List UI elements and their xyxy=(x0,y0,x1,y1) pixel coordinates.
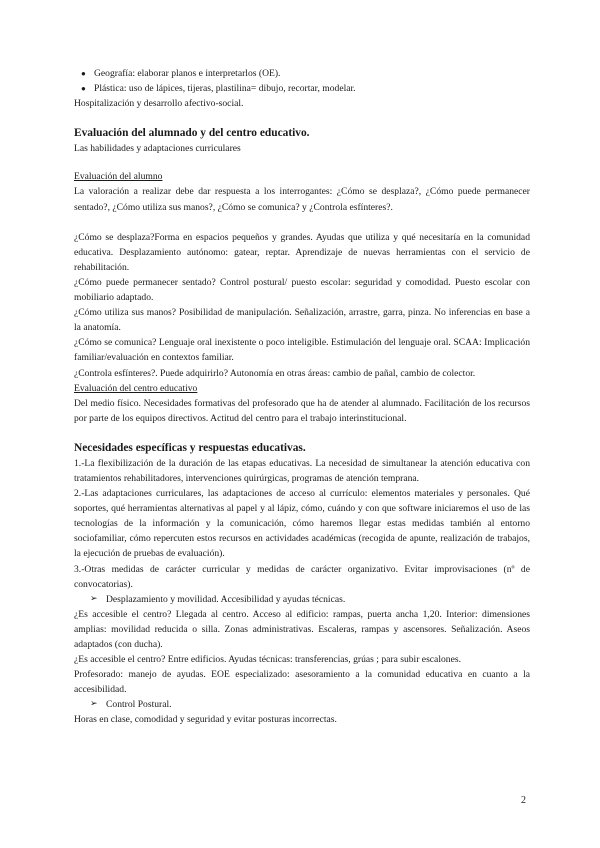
arrow-item-postural: ➢ Control Postural. xyxy=(74,697,530,712)
arrow-bullet-icon: ➢ xyxy=(90,699,98,710)
question-paragraph: ¿Cómo se desplaza?Forma en espacios pequeños y grandes. Ayudas que utiliza y qué necesitaría en la comunidad educativa. Desplazamiento autónomo: gatear, reptar. Aprendizaje de nuevas herramientas con el servicio de rehabilitación. xyxy=(74,231,530,273)
page-number: 2 xyxy=(521,795,526,806)
numbered-item: 3.-Otras medidas de carácter curricular y medidas de carácter organizativo. Evitar improvisaciones (nº de convocatorias). xyxy=(74,563,530,590)
student-evaluation-text: La valoración a realizar debe dar respuesta a los interrogantes: ¿Cómo se desplaza?, ¿Cómo puede permanecer sentado?, ¿Cómo utiliza sus manos?, ¿Cómo se comunica? y ¿Controla esfínteres?. xyxy=(74,186,530,213)
numbered-item: 2.-Las adaptaciones curriculares, las adaptaciones de acceso al currículo: elementos materiales y personales. Qué soportes, qué herramientas alternativas al papel y al lápiz, cómo, cuándo y con que software iniciaremos el uso de las tecnologías de la información y la comunicación, cómo haremos llegar estas medidas también al entorno sociofamiliar, cómo repercuten estos recursos en actividades académicas (recogida de apunte, realización de trabajos, la ejecución de pruebas de evaluación). xyxy=(74,488,530,560)
bullet-item: ● Geografía: elaborar planos e interpretarlos (OE). xyxy=(74,66,530,81)
bullet-icon: ● xyxy=(81,69,86,78)
question-paragraph: ¿Cómo utiliza sus manos? Posibilidad de manipulación. Señalización, arrastre, garra, pinza. No inferencias en base a la anatomía. xyxy=(74,307,530,334)
heading-student-evaluation: Evaluación del alumno xyxy=(74,171,163,183)
numbered-item: 1.-La flexibilización de la duración de las etapas educativas. La necesidad de simultanear la atención educativa con tratamientos rehabilitadores, intervenciones quirúrgicas, programas de atención temprana. xyxy=(74,457,530,484)
bullet-icon: ● xyxy=(81,84,86,94)
section-title-needs: Necesidades específicas y respuestas educativas. xyxy=(74,441,306,454)
question-paragraph: ¿Cómo puede permanecer sentado? Control postural/ puesto escolar: seguridad y comodidad. Puesto escolar con mobiliario adaptado. xyxy=(74,276,530,304)
mobility-paragraph: Profesorado: manejo de ayudas. EOE especializado: asesoramiento a la comunidad educativa en cuanto a la accesibilidad. xyxy=(74,669,530,696)
arrow-item-mobility: ➢ Desplazamiento y movilidad. Accesibilidad y ayudas técnicas. xyxy=(74,592,530,607)
bullet-item: ● Plástica: uso de lápices, tijeras, plastilina= dibujo, recortar, modelar. xyxy=(74,81,530,96)
question-paragraph: ¿Cómo se comunica? Lenguaje oral inexistente o poco inteligible. Estimulación del lenguaje oral. SCAA: Implicación familiar/evaluación en contextos familiar. xyxy=(74,337,530,364)
intro-line: Hospitalización y desarrollo afectivo-social. xyxy=(74,98,244,110)
postural-text: Horas en clase, comodidad y seguridad y evitar posturas incorrectas. xyxy=(74,714,337,726)
section-subtitle: Las habilidades y adaptaciones curriculares xyxy=(74,143,241,155)
question-paragraph: ¿Controla esfínteres?. Puede adquirirlo? Autonomía en otras áreas: cambio de pañal, cambio de colector. xyxy=(74,367,476,379)
page-content xyxy=(74,66,530,728)
heading-center-evaluation: Evaluación del centro educativo xyxy=(74,382,198,394)
arrow-bullet-icon: ➢ xyxy=(90,593,98,604)
mobility-paragraph: ¿Es accesible el centro? Entre edificios. Ayudas técnicas: transferencias, grúas ; para subir escalones. xyxy=(74,654,461,666)
section-title-evaluation: Evaluación del alumnado y del centro educativo. xyxy=(74,127,310,140)
center-evaluation-text: Del medio físico. Necesidades formativas del profesorado que ha de atender al alumnado. Facilitación de los recursos por parte de los equipos directivos. Actitud del centro para el trabajo interinstitucional. xyxy=(74,397,530,424)
mobility-paragraph: ¿Es accesible el centro? Llegada al centro. Acceso al edificio: rampas, puerta ancha 1,20. Interior: dimensiones amplias: movilidad reducida o silla. Zonas administrativas. Escaleras, rampas y ascensores. Señalización. Aseos adaptados (con ducha). xyxy=(74,608,530,650)
